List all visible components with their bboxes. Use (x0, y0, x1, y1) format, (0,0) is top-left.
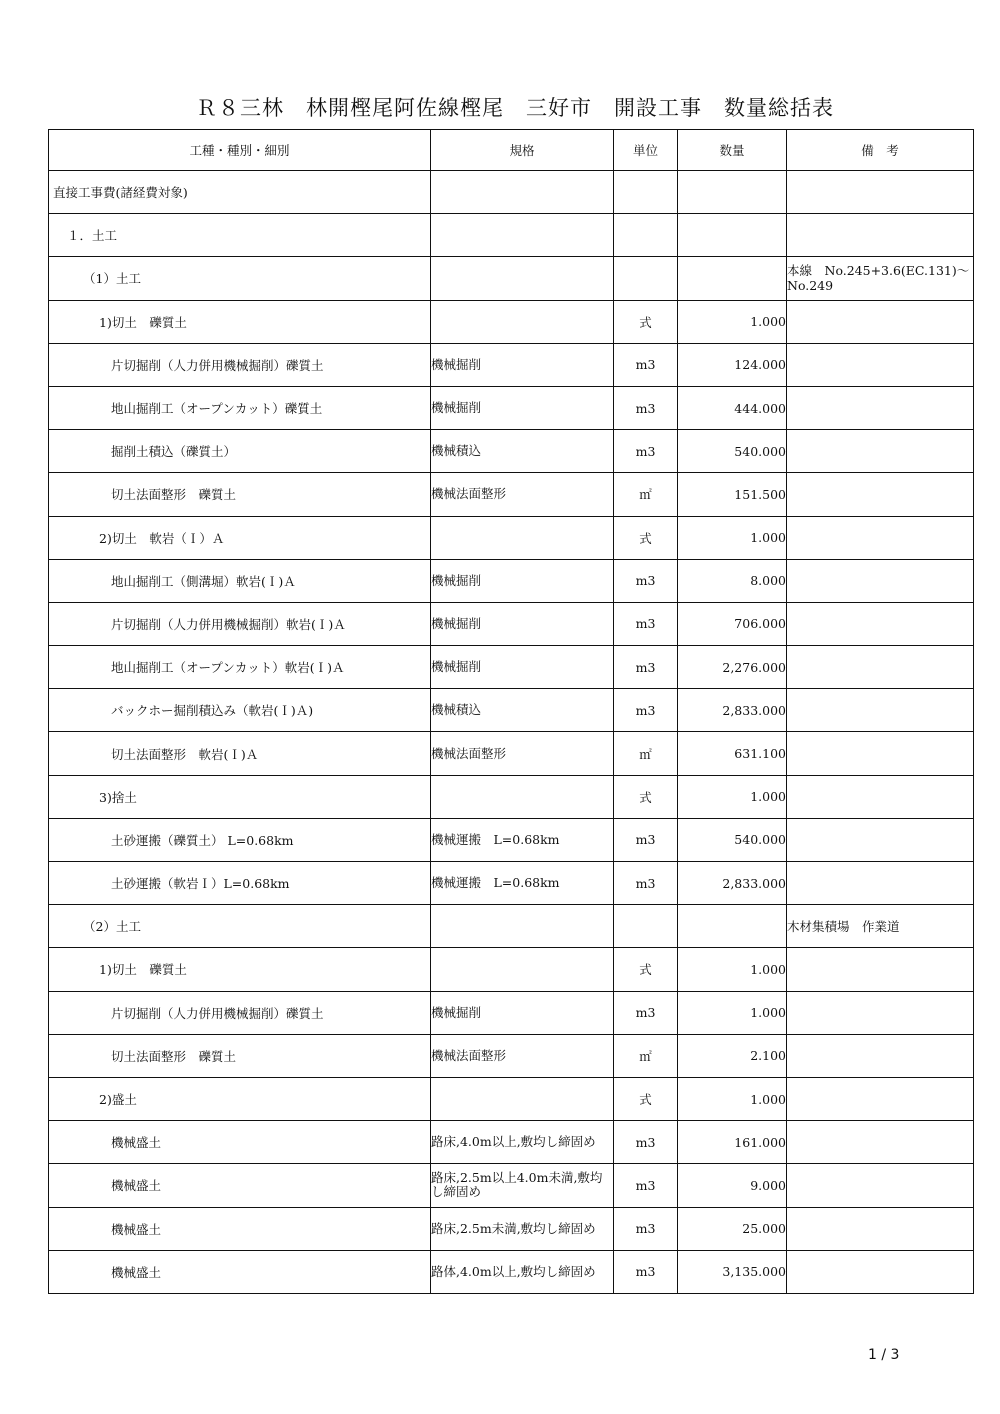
remarks-cell (787, 775, 974, 818)
unit-cell: m3 (614, 862, 678, 905)
quantity-cell (678, 257, 787, 300)
unit-cell: m3 (614, 1121, 678, 1164)
table-row (49, 991, 974, 1034)
table-row (49, 516, 974, 559)
remarks-cell (787, 602, 974, 645)
spec-cell (431, 516, 614, 559)
table-row (49, 818, 974, 861)
remarks-cell (787, 646, 974, 689)
work-item-name: 土砂運搬（軟岩Ｉ）L=0.68km (49, 862, 431, 905)
spec-cell: 機械掘削 (431, 386, 614, 429)
quantity-cell: 3,135.000 (678, 1250, 787, 1293)
table-row (49, 214, 974, 257)
work-item-name: 機械盛土 (49, 1164, 431, 1207)
unit-cell: ㎡ (614, 1034, 678, 1077)
spec-cell: 路床,2.5m以上4.0m未満,敷均し締固め (431, 1164, 614, 1207)
table-header-row (49, 130, 974, 171)
spec-cell: 機械法面整形 (431, 732, 614, 775)
work-item-name: （2）土工 (49, 905, 431, 948)
spec-cell: 路体,4.0m以上,敷均し締固め (431, 1250, 614, 1293)
quantity-cell: 161.000 (678, 1121, 787, 1164)
unit-cell (614, 905, 678, 948)
unit-cell: m3 (614, 602, 678, 645)
table-row (49, 1034, 974, 1077)
unit-cell: 式 (614, 516, 678, 559)
work-item-name: 地山掘削工（オープンカット）礫質土 (49, 386, 431, 429)
work-item-name: 地山掘削工（側溝堀）軟岩(Ｉ)Ａ (49, 559, 431, 602)
remarks-cell (787, 214, 974, 257)
unit-cell: m3 (614, 1207, 678, 1250)
remarks-cell (787, 1121, 974, 1164)
remarks-cell (787, 1207, 974, 1250)
table-row (49, 1077, 974, 1120)
work-item-name: 片切掘削（人力併用機械掘削）礫質土 (49, 991, 431, 1034)
remarks-cell (787, 559, 974, 602)
quantity-cell: 151.500 (678, 473, 787, 516)
page-number: 1 / 3 (868, 1347, 900, 1363)
spec-cell (431, 171, 614, 214)
work-item-name: １．土工 (49, 214, 431, 257)
work-item-name: 片切掘削（人力併用機械掘削）軟岩(Ｉ)Ａ (49, 602, 431, 645)
remarks-cell (787, 300, 974, 343)
quantity-cell: 1.000 (678, 948, 787, 991)
quantity-cell: 9.000 (678, 1164, 787, 1207)
quantity-cell: 1.000 (678, 991, 787, 1034)
quantity-cell: 1.000 (678, 516, 787, 559)
work-item-name: 土砂運搬（礫質土） L=0.68km (49, 818, 431, 861)
remarks-cell (787, 1077, 974, 1120)
spec-cell: 機械掘削 (431, 602, 614, 645)
work-item-name: 切土法面整形 軟岩(Ｉ)Ａ (49, 732, 431, 775)
quantity-cell (678, 905, 787, 948)
remarks-cell (787, 1034, 974, 1077)
unit-cell: m3 (614, 991, 678, 1034)
table-row (49, 1207, 974, 1250)
unit-cell (614, 171, 678, 214)
header-unit: 単位 (614, 130, 678, 171)
quantity-summary-table (48, 129, 974, 1294)
quantity-cell: 444.000 (678, 386, 787, 429)
spec-cell (431, 1077, 614, 1120)
work-item-name: 機械盛土 (49, 1250, 431, 1293)
table-row (49, 948, 974, 991)
remarks-cell (787, 516, 974, 559)
remarks-cell (787, 689, 974, 732)
remarks-cell (787, 473, 974, 516)
spec-cell: 機械法面整形 (431, 1034, 614, 1077)
unit-cell: ㎡ (614, 473, 678, 516)
quantity-cell: 8.000 (678, 559, 787, 602)
table-row (49, 1250, 974, 1293)
table-row (49, 1164, 974, 1207)
remarks-cell (787, 430, 974, 473)
remarks-cell (787, 1250, 974, 1293)
quantity-cell: 540.000 (678, 818, 787, 861)
table-row (49, 862, 974, 905)
table-row (49, 732, 974, 775)
spec-cell: 機械運搬 L=0.68km (431, 862, 614, 905)
table-row (49, 171, 974, 214)
work-item-name: 2)切土 軟岩（Ｉ）Ａ (49, 516, 431, 559)
unit-cell: m3 (614, 343, 678, 386)
remarks-cell (787, 818, 974, 861)
remarks-cell: 本線 No.245+3.6(EC.131)〜No.249 (787, 257, 974, 300)
remarks-cell (787, 386, 974, 429)
unit-cell: m3 (614, 1164, 678, 1207)
spec-cell: 機械積込 (431, 430, 614, 473)
table-row (49, 473, 974, 516)
table-row (49, 775, 974, 818)
unit-cell (614, 257, 678, 300)
remarks-cell: 木材集積場 作業道 (787, 905, 974, 948)
spec-cell (431, 257, 614, 300)
page-title: Ｒ８三林 林開樫尾阿佐線樫尾 三好市 開設工事 数量総括表 (196, 96, 834, 120)
header-work-type: 工種・種別・細別 (49, 130, 431, 171)
work-item-name: 片切掘削（人力併用機械掘削）礫質土 (49, 343, 431, 386)
spec-cell (431, 214, 614, 257)
work-item-name: 機械盛土 (49, 1207, 431, 1250)
table-row (49, 257, 974, 300)
quantity-cell: 2,276.000 (678, 646, 787, 689)
quantity-cell: 1.000 (678, 1077, 787, 1120)
unit-cell: m3 (614, 689, 678, 732)
unit-cell (614, 214, 678, 257)
remarks-cell (787, 862, 974, 905)
spec-cell: 機械運搬 L=0.68km (431, 818, 614, 861)
table-row (49, 646, 974, 689)
remarks-cell (787, 732, 974, 775)
unit-cell: m3 (614, 386, 678, 429)
quantity-cell: 124.000 (678, 343, 787, 386)
quantity-cell: 540.000 (678, 430, 787, 473)
table-row (49, 430, 974, 473)
unit-cell: m3 (614, 646, 678, 689)
unit-cell: 式 (614, 1077, 678, 1120)
table-row (49, 386, 974, 429)
work-item-name: （1）土工 (49, 257, 431, 300)
unit-cell: m3 (614, 818, 678, 861)
unit-cell: m3 (614, 1250, 678, 1293)
table-row (49, 1121, 974, 1164)
work-item-name: 1)切土 礫質土 (49, 300, 431, 343)
quantity-cell: 706.000 (678, 602, 787, 645)
spec-cell (431, 948, 614, 991)
work-item-name: 3)捨土 (49, 775, 431, 818)
spec-cell (431, 300, 614, 343)
spec-cell: 路床,4.0m以上,敷均し締固め (431, 1121, 614, 1164)
quantity-cell: 25.000 (678, 1207, 787, 1250)
spec-cell: 機械掘削 (431, 343, 614, 386)
work-item-name: 直接工事費(諸経費対象) (49, 171, 431, 214)
header-spec: 規格 (431, 130, 614, 171)
table-row (49, 602, 974, 645)
spec-cell: 路床,2.5m未満,敷均し締固め (431, 1207, 614, 1250)
table-row (49, 300, 974, 343)
spec-cell: 機械掘削 (431, 991, 614, 1034)
work-item-name: 切土法面整形 礫質土 (49, 1034, 431, 1077)
work-item-name: 機械盛土 (49, 1121, 431, 1164)
unit-cell: 式 (614, 775, 678, 818)
work-item-name: 切土法面整形 礫質土 (49, 473, 431, 516)
table-body (49, 171, 974, 1294)
quantity-cell (678, 214, 787, 257)
spec-cell (431, 905, 614, 948)
unit-cell: m3 (614, 430, 678, 473)
spec-cell: 機械掘削 (431, 646, 614, 689)
table-row (49, 343, 974, 386)
work-item-name: 地山掘削工（オープンカット）軟岩(Ｉ)Ａ (49, 646, 431, 689)
work-item-name: 掘削土積込（礫質土） (49, 430, 431, 473)
table-row (49, 559, 974, 602)
remarks-cell (787, 991, 974, 1034)
quantity-cell: 2,833.000 (678, 689, 787, 732)
quantity-cell: 1.000 (678, 775, 787, 818)
spec-cell: 機械積込 (431, 689, 614, 732)
quantity-cell: 631.100 (678, 732, 787, 775)
quantity-cell: 2.100 (678, 1034, 787, 1077)
remarks-cell (787, 343, 974, 386)
remarks-cell (787, 1164, 974, 1207)
header-remarks: 備 考 (787, 130, 974, 171)
spec-cell: 機械法面整形 (431, 473, 614, 516)
unit-cell: 式 (614, 948, 678, 991)
spec-cell (431, 775, 614, 818)
quantity-cell: 1.000 (678, 300, 787, 343)
quantity-cell (678, 171, 787, 214)
header-quantity: 数量 (678, 130, 787, 171)
unit-cell: 式 (614, 300, 678, 343)
work-item-name: バックホー掘削積込み（軟岩(Ｉ)Ａ) (49, 689, 431, 732)
remarks-cell (787, 948, 974, 991)
work-item-name: 1)切土 礫質土 (49, 948, 431, 991)
unit-cell: m3 (614, 559, 678, 602)
remarks-cell (787, 171, 974, 214)
work-item-name: 2)盛土 (49, 1077, 431, 1120)
table-row (49, 689, 974, 732)
spec-cell: 機械掘削 (431, 559, 614, 602)
table-row (49, 905, 974, 948)
quantity-cell: 2,833.000 (678, 862, 787, 905)
unit-cell: ㎡ (614, 732, 678, 775)
